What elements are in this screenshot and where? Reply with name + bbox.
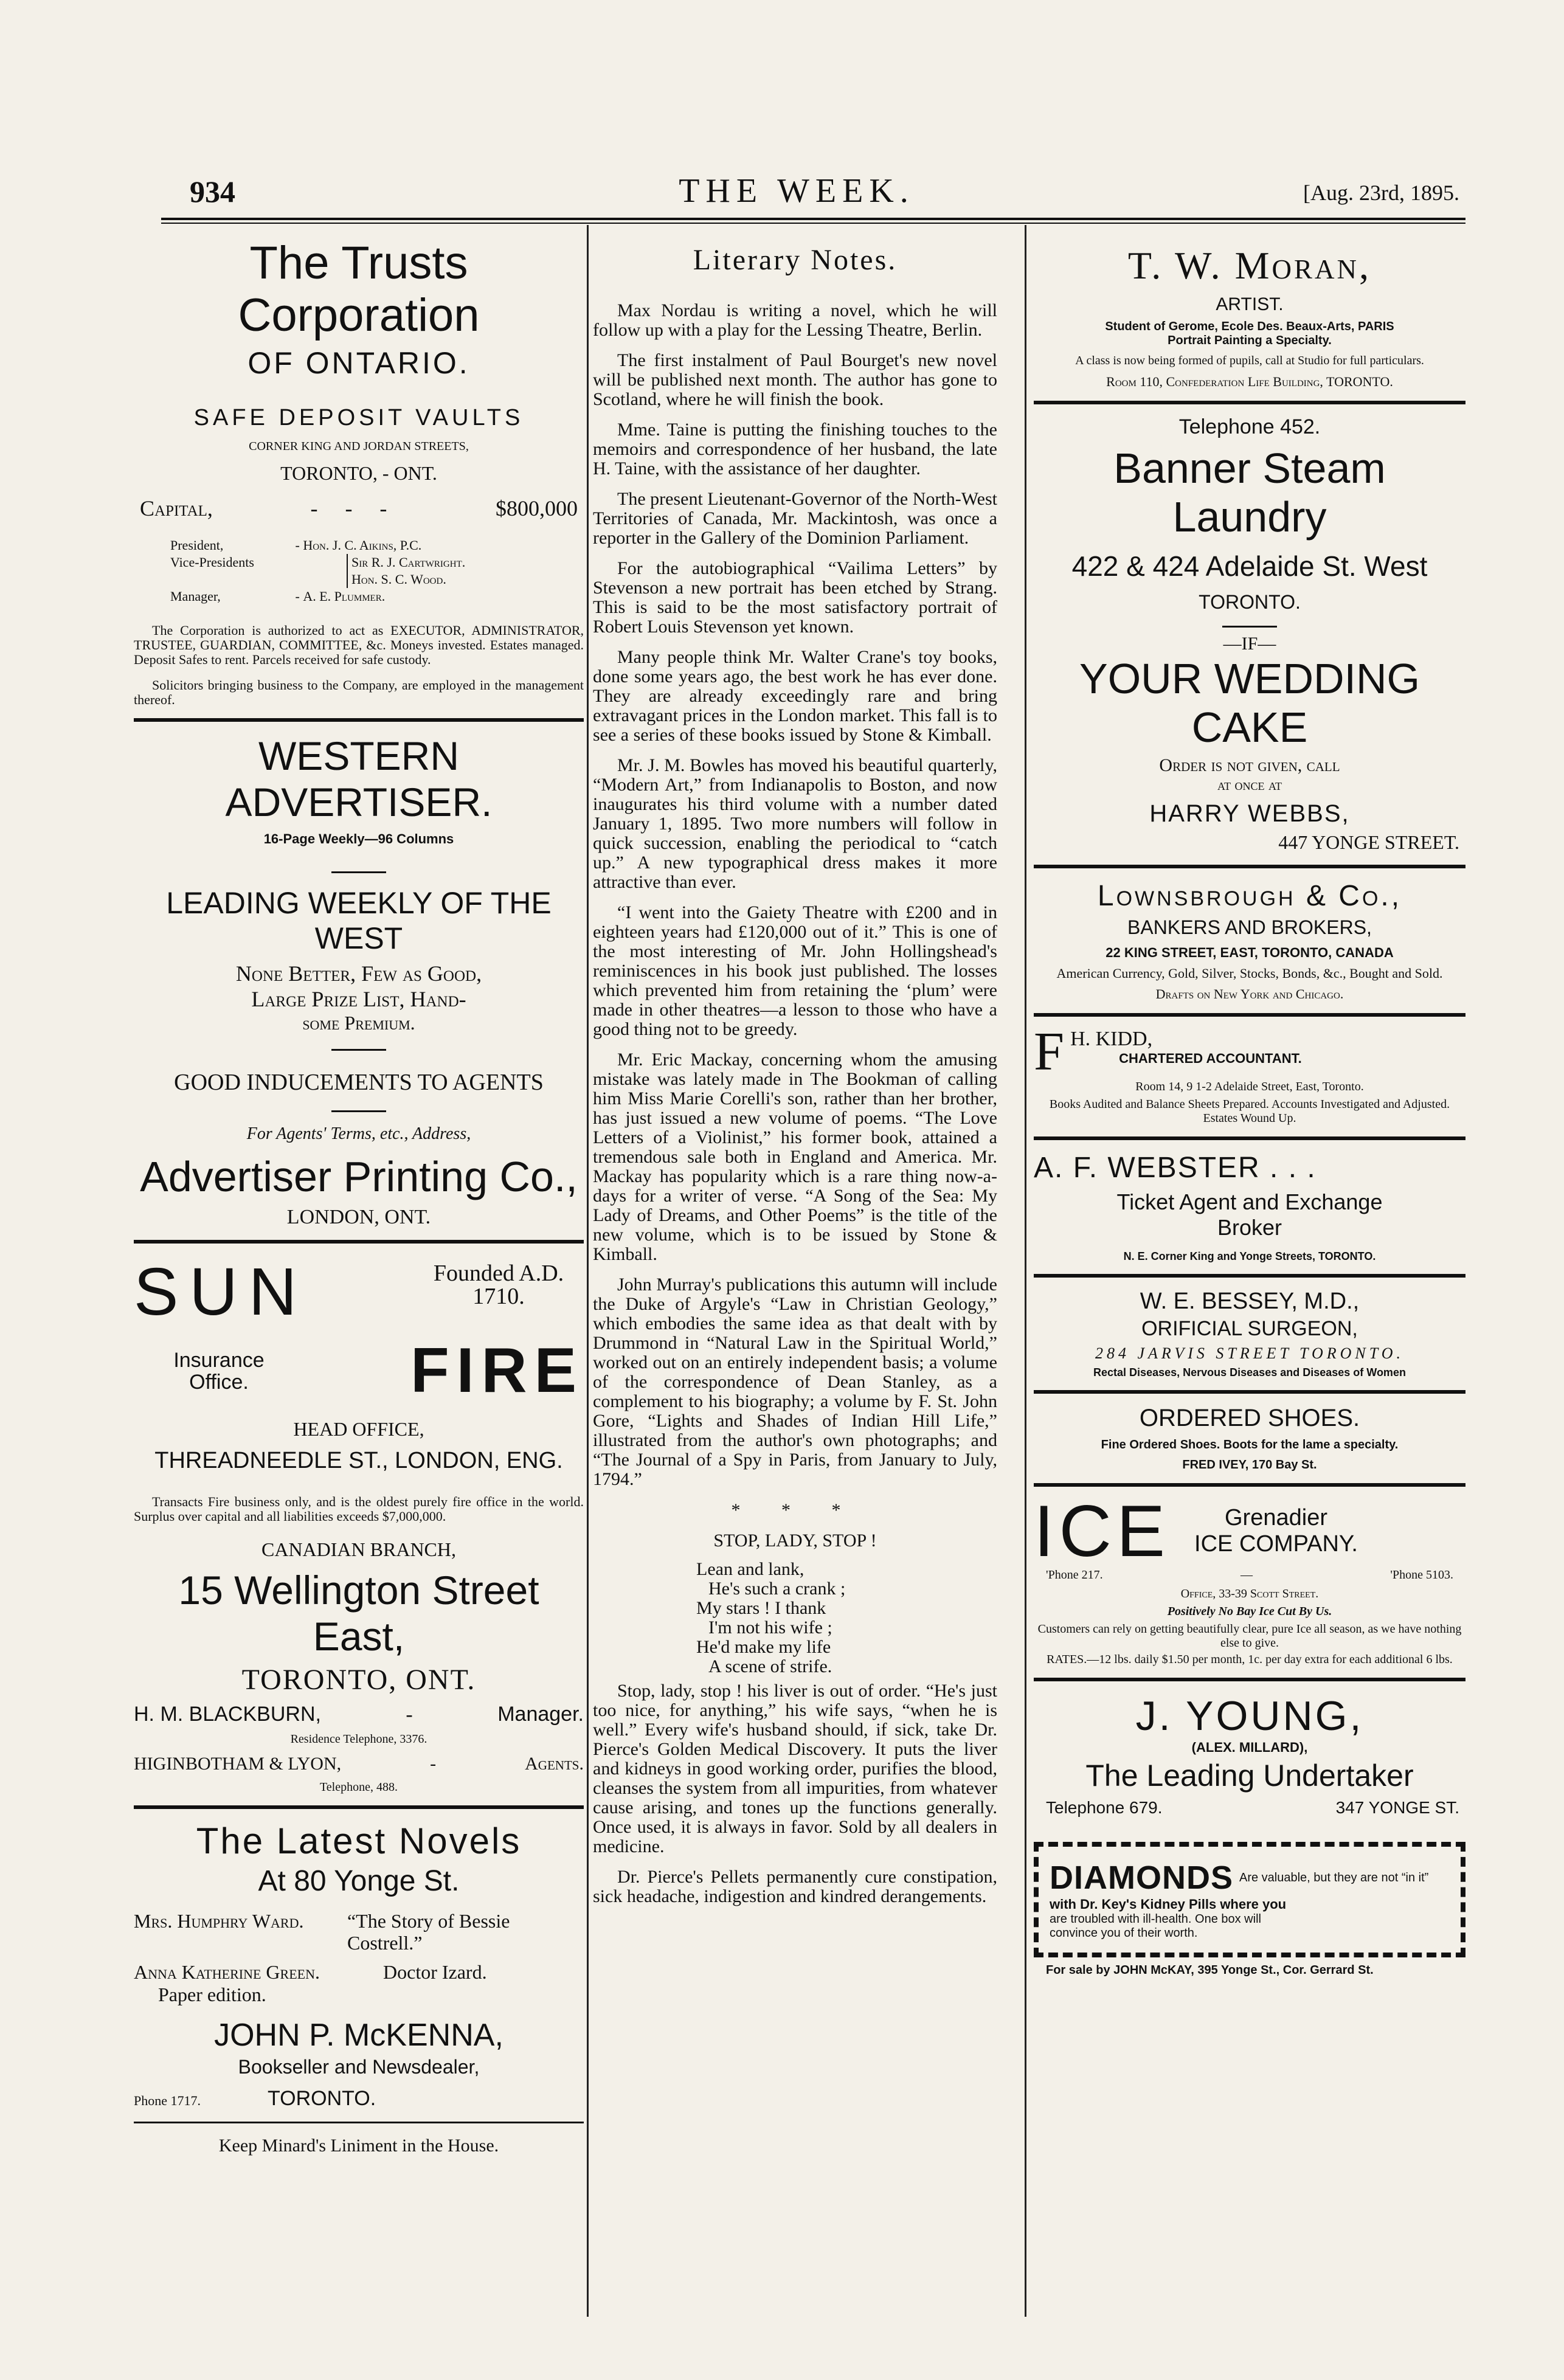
masthead bbox=[122, 170, 1472, 219]
wedding-cake-ad bbox=[1034, 634, 1465, 854]
capital-label: Capital, bbox=[140, 496, 213, 521]
trusts-solicitors: Solicitors bringing business to the Company, are employed in the management thereof. bbox=[134, 677, 584, 707]
section-stars: * * * bbox=[731, 1500, 859, 1520]
novels-book2: Doctor Izard. bbox=[383, 1961, 487, 1983]
novels-ad bbox=[134, 1820, 584, 2111]
trusts-subtitle: OF ONTARIO. bbox=[247, 346, 470, 380]
masthead-rule-thin bbox=[161, 223, 1465, 224]
wedding-name: HARRY WEBBS, bbox=[1149, 800, 1350, 827]
young-phone: Telephone 679. bbox=[1046, 1798, 1163, 1817]
poem-line: He's such a crank ; bbox=[708, 1579, 846, 1599]
issue-date: [Aug. 23rd, 1895. bbox=[1303, 181, 1459, 205]
lownsbrough-ad bbox=[1034, 879, 1465, 1002]
short-rule bbox=[1222, 626, 1277, 628]
sun-manager-name: H. M. BLACKBURN, bbox=[134, 1703, 321, 1726]
banner-telephone: Telephone 452. bbox=[1178, 415, 1321, 438]
shoes-name: FRED IVEY, 170 Bay St. bbox=[1182, 1458, 1317, 1472]
novels-role: Bookseller and Newsdealer, bbox=[238, 2056, 480, 2078]
diamonds-word: DIAMONDS bbox=[1050, 1859, 1233, 1896]
western-line2: Large Prize List, Hand- bbox=[251, 987, 466, 1011]
note-paragraph: Mr. J. M. Bowles has moved his beautiful quarterly, “Modern Art,” from Indianapolis to Boston, and now inaugurates his third volume with a number dated January 1, 1895. Two more numbers will follow in quick succession, enabling the periodical to “catch up.” A new typographical dress makes it more attractive than ever. bbox=[593, 755, 997, 892]
president-name: Hon. J. C. Aikins, P.C. bbox=[303, 538, 422, 553]
ice-positively: Positively No Bay Ice Cut By Us. bbox=[1167, 1605, 1332, 1618]
webster-address: N. E. Corner King and Yonge Streets, TORONTO. bbox=[1123, 1250, 1376, 1262]
vp-2: Hon. S. C. Wood. bbox=[351, 572, 446, 587]
poem-line: Lean and lank, bbox=[696, 1559, 804, 1579]
lownsbrough-line1: American Currency, Gold, Silver, Stocks, Bonds, &c., Bought and Sold. bbox=[1056, 966, 1443, 981]
divider bbox=[1034, 1136, 1465, 1140]
trusts-body: The Corporation is authorized to act as EXECUTOR, ADMINISTRATOR, TRUSTEE, GUARDIAN, COMMITTEE, &c. Moneys invested. Estates managed. Deposit Safes to rent. Parcels received for safe custody. bbox=[134, 623, 584, 667]
shoes-ad bbox=[1034, 1405, 1465, 1472]
webster-line1: Ticket Agent and Exchange bbox=[1116, 1189, 1383, 1214]
bessey-specialty: Rectal Diseases, Nervous Diseases and Diseases of Women bbox=[1093, 1366, 1406, 1379]
western-sub: 16-Page Weekly—96 Columns bbox=[263, 831, 454, 846]
sun-branch: CANADIAN BRANCH, bbox=[261, 1538, 456, 1560]
sun-manager-title: Manager. bbox=[497, 1703, 584, 1726]
western-terms: For Agents' Terms, etc., Address, bbox=[246, 1124, 471, 1143]
moran-role: ARTIST. bbox=[1216, 294, 1284, 314]
western-line3: some Premium. bbox=[302, 1012, 415, 1034]
sun-word: SUN bbox=[134, 1254, 308, 1329]
young-address: 347 YONGE ST. bbox=[1335, 1798, 1459, 1817]
divider bbox=[134, 1805, 584, 1809]
wedding-if: —IF— bbox=[1223, 634, 1276, 654]
sun-agents-name: HIGINBOTHAM & LYON, bbox=[134, 1754, 342, 1774]
pierce-advert: Stop, lady, stop ! his liver is out of order. “He's just too nice, for anything,” his wife says, “when he is well.” Every wife's husband should, if sick, take Dr. Pierce's Golden Medical Discovery. It puts the liver and kidneys in good working order, purifies the blood, cleanses the system from all impurities, from whatever cause arising, and tones up the functions generally. Once used, it is always in favor. Sold by all dealers in medicine. bbox=[593, 1681, 997, 1856]
novels-author2: Anna Katherine Green. bbox=[134, 1961, 320, 1983]
note-paragraph: The first instalment of Paul Bourget's new novel will be published next month. The author has gone to Scotland, where he will finish the book. bbox=[593, 350, 997, 409]
novels-title: The Latest Novels bbox=[196, 1821, 522, 1861]
lownsbrough-role: BANKERS AND BROKERS, bbox=[1127, 916, 1372, 938]
novels-book1: “The Story of Bessie Costrell.” bbox=[347, 1910, 510, 1954]
ice-grenadier: Grenadier bbox=[1225, 1505, 1327, 1531]
shoes-line: Fine Ordered Shoes. Boots for the lame a specialty. bbox=[1101, 1438, 1399, 1451]
wedding-address: 447 YONGE STREET. bbox=[1278, 831, 1459, 853]
moran-room: Room 110, Confederation Life Building, TORONTO. bbox=[1106, 374, 1393, 389]
western-title: WESTERN ADVERTISER. bbox=[225, 733, 493, 825]
divider bbox=[1034, 1678, 1465, 1681]
ice-rates: RATES.—12 lbs. daily $1.50 per month, 1c. per day extra for each additional 6 lbs. bbox=[1047, 1653, 1453, 1666]
capital-value: $800,000 bbox=[495, 496, 578, 521]
kidd-initial: F bbox=[1034, 1022, 1065, 1082]
webster-ad bbox=[1034, 1151, 1465, 1263]
kidd-role: CHARTERED ACCOUNTANT. bbox=[1119, 1051, 1302, 1066]
novels-name: JOHN P. McKENNA, bbox=[214, 2018, 503, 2053]
bessey-name: W. E. BESSEY, M.D., bbox=[1140, 1289, 1360, 1314]
wedding-line1: Order is not given, call bbox=[1159, 755, 1340, 775]
western-advertiser-ad bbox=[134, 733, 584, 1229]
webster-name: A. F. WEBSTER . . . bbox=[1034, 1152, 1317, 1184]
moran-ad bbox=[1034, 243, 1465, 390]
novels-phone: Phone 1717. bbox=[134, 2093, 201, 2108]
diamonds-box bbox=[1034, 1842, 1465, 1957]
kidd-ad bbox=[1034, 1022, 1465, 1126]
lownsbrough-name: Lownsbrough & Co., bbox=[1097, 880, 1402, 912]
literary-notes-body bbox=[593, 301, 997, 1489]
moran-portrait: Portrait Painting a Specialty. bbox=[1168, 334, 1332, 347]
sun-insurance: Insurance Office. bbox=[173, 1348, 265, 1394]
column-middle bbox=[593, 225, 997, 1917]
divider bbox=[1034, 401, 1465, 404]
note-paragraph: Mr. Eric Mackay, concerning whom the amusing mistake was lately made in The Bookman of calling him Miss Marie Corelli's son, rather than her brother, has just issued a new volume of poems. “The Love Letters of a Violinist,” his former book, attained a tremendous sale both in England and America. Mr. Mackay has popularity which is a rare thing now-a-days for a writer of verse. “A Song of the Sea: My Lady of Dreams, and Other Poems” is the title of the new volume, which is to be issued by Stone & Kimball. bbox=[593, 1050, 997, 1264]
sun-fire-ad: SUN Founded A.D. 1710. Insurance Office. FIRE HEAD OFFICE, THREADNEEDLE ST., LONDON, ENG. Transacts Fire business only, and is the oldest purely fire office in the world. Surplus over capital and all liabilities exceeds $7,000,000. CANADIAN BRANCH, 15 Wellington Street East, TORONTO, ONT. H. M. BLACKBURN, - Manager. Residence Telephone, 3376. HIGINBOTHAM & LYON, - Agents. Telephone, 488. bbox=[134, 1254, 584, 1794]
divider bbox=[1034, 1274, 1465, 1278]
capital-dashes: - - - bbox=[310, 496, 398, 521]
sun-founded: Founded A.D. 1710. bbox=[433, 1261, 564, 1309]
divider bbox=[1034, 1013, 1465, 1017]
trusts-title: The Trusts Corporation bbox=[238, 237, 480, 341]
short-rule bbox=[331, 871, 386, 873]
poem bbox=[696, 1560, 997, 1676]
diamonds-ad bbox=[1034, 1842, 1465, 1977]
banner-name: Banner Steam Laundry bbox=[1113, 445, 1386, 541]
moran-name: T. W. Moran, bbox=[1127, 244, 1372, 287]
novels-author1: Mrs. Humphry Ward. bbox=[134, 1910, 304, 1932]
pierce-pellets: Dr. Pierce's Pellets permanently cure constipation, sick headache, indigestion and kindred derangements. bbox=[593, 1867, 997, 1906]
wedding-line2: at once at bbox=[1217, 776, 1282, 794]
young-name: J. YOUNG, bbox=[1135, 1693, 1364, 1739]
note-paragraph: For the autobiographical “Vailima Letters” by Stevenson a new portrait has been etched by Strang. This is said to be the most satisfactory portrait of Robert Louis Stevenson yet known. bbox=[593, 558, 997, 637]
western-city: LONDON, ONT. bbox=[286, 1206, 431, 1228]
divider bbox=[134, 718, 584, 722]
western-line1: None Better, Few as Good, bbox=[235, 961, 482, 986]
sun-fire-word: FIRE bbox=[410, 1335, 584, 1406]
diamonds-with: with Dr. Key's Kidney Pills where you bbox=[1050, 1897, 1287, 1912]
sun-telephone: Telephone, 488. bbox=[319, 1780, 398, 1794]
novels-sub: At 80 Yonge St. bbox=[258, 1865, 460, 1897]
divider bbox=[1034, 1390, 1465, 1394]
kidd-room: Room 14, 9 1-2 Adelaide Street, East, Toronto. bbox=[1135, 1080, 1364, 1093]
young-alex: (ALEX. MILLARD), bbox=[1191, 1740, 1308, 1755]
diamonds-are: Are valuable, but they are not “in it” bbox=[1239, 1871, 1429, 1884]
column-left bbox=[134, 225, 584, 2156]
bessey-ad bbox=[1034, 1289, 1465, 1379]
short-rule bbox=[331, 1110, 386, 1112]
webster-line2: Broker bbox=[1217, 1215, 1282, 1240]
ice-company: ICE COMPANY. bbox=[1194, 1531, 1358, 1557]
moran-student: Student of Gerome, Ecole Des. Beaux-Arts, PARIS bbox=[1105, 320, 1394, 333]
ice-customers: Customers can rely on getting beautifully clear, pure Ice all season, as we have nothing else to give. bbox=[1037, 1622, 1462, 1650]
note-paragraph: Mme. Taine is putting the finishing touches to the memoirs and correspondence of her husband, the late H. Taine, with the assistance of her daughter. bbox=[593, 420, 997, 479]
diamonds-sale: For sale by JOHN McKAY, 395 Yonge St., Cor. Gerrard St. bbox=[1046, 1963, 1374, 1977]
sun-residence: Residence Telephone, 3376. bbox=[290, 1732, 427, 1746]
note-paragraph: Many people think Mr. Walter Crane's toy books, done some years ago, the best work he has ever done. They are already exceedingly rare and bring extravagant prices in the London market. This fall is to see a series of these books issued by Stone & Kimball. bbox=[593, 647, 997, 745]
column-divider-2 bbox=[1025, 225, 1026, 2317]
trusts-officers: President, - Hon. J. C. Aikins, P.C. Vice-Presidents Sir R. J. Cartwright. Hon. S. C. Wood. Manager, - A. E. Plummer. bbox=[170, 538, 466, 604]
ice-phone2: 'Phone 5103. bbox=[1390, 1568, 1453, 1582]
ice-office: Office, 33-39 Scott Street. bbox=[1180, 1587, 1319, 1600]
poem-title: STOP, LADY, STOP ! bbox=[713, 1531, 877, 1551]
sun-head-office: HEAD OFFICE, bbox=[293, 1418, 424, 1440]
poem-line: A scene of strife. bbox=[708, 1656, 832, 1676]
column-right bbox=[1034, 225, 1465, 1977]
manager-label: Manager, bbox=[170, 589, 221, 604]
western-leading: LEADING WEEKLY OF THE WEST bbox=[166, 886, 552, 955]
column-divider-1 bbox=[587, 225, 589, 2317]
divider bbox=[134, 1240, 584, 1244]
bessey-role: ORIFICIAL SURGEON, bbox=[1141, 1317, 1358, 1340]
manager-name: A. E. Plummer. bbox=[303, 589, 386, 604]
trusts-capital-row bbox=[140, 496, 578, 521]
banner-city: TORONTO. bbox=[1199, 591, 1301, 613]
ice-word: ICE bbox=[1034, 1490, 1171, 1572]
wedding-title: YOUR WEDDING CAKE bbox=[1079, 655, 1420, 751]
note-paragraph: John Murray's publications this autumn will include the Duke of Argyle's “Law in Christian Geology,” which embodies the same idea as that dealt with by Drummond in “Natural Law in the Spiritual World,” worked out on an entirely independent basis; a volume of the correspondence of Dean Stanley, as a complement to his biography; a volume by F. St. John Gore, “Lights and Shades of Indian Hill Life,” illustrated from the author's own photographs; and “The Journal of a Spy in Paris, from January to July, 1794.” bbox=[593, 1275, 997, 1489]
trusts-city: TORONTO, - ONT. bbox=[280, 462, 437, 484]
lownsbrough-line2: Drafts on New York and Chicago. bbox=[1155, 986, 1344, 1001]
divider bbox=[1034, 865, 1465, 868]
diamonds-trouble: are troubled with ill-health. One box will bbox=[1050, 1912, 1261, 1926]
novels-city: TORONTO. bbox=[268, 2087, 376, 2110]
short-rule bbox=[331, 1049, 386, 1051]
minard-notice: Keep Minard's Liniment in the House. bbox=[218, 2136, 499, 2156]
lownsbrough-address: 22 KING STREET, EAST, TORONTO, CANADA bbox=[1106, 945, 1394, 960]
sun-city: TORONTO, ONT. bbox=[241, 1664, 476, 1696]
western-company: Advertiser Printing Co., bbox=[140, 1153, 578, 1200]
masthead-rule bbox=[161, 218, 1465, 220]
trusts-ad bbox=[134, 237, 584, 707]
kidd-books: Books Audited and Balance Sheets Prepared. Accounts Investigated and Adjusted. Estates Wound Up. bbox=[1049, 1098, 1450, 1125]
sun-threadneedle: THREADNEEDLE ST., LONDON, ENG. bbox=[154, 1448, 563, 1473]
sun-agents-title: Agents. bbox=[525, 1754, 584, 1774]
newspaper-title: THE WEEK. bbox=[679, 172, 915, 210]
kidd-name: H. KIDD, bbox=[1070, 1028, 1153, 1050]
note-paragraph: Max Nordau is writing a novel, which he will follow up with a play for the Lessing Theatre, Berlin. bbox=[593, 300, 997, 340]
president-label: President, bbox=[170, 538, 224, 553]
ice-ad: ICE Grenadier ICE COMPANY. 'Phone 217. — 'Phone 5103. Office, 33-39 Scott Street. Positively No Bay Ice Cut By Us. Customers can rely on getting beautifully clear, pure Ice all season, as we have nothing else to give. RATES.—12 lbs. daily $1.50 per month, 1c. per day extra for each additional 6 lbs. bbox=[1034, 1498, 1465, 1667]
note-paragraph: The present Lieutenant-Governor of the North-West Territories of Canada, Mr. Mackintosh, was once a reporter in the Gallery of the Dominion Parliament. bbox=[593, 489, 997, 548]
moran-class: A class is now being formed of pupils, call at Studio for full particulars. bbox=[1075, 354, 1424, 367]
vp-label: Vice-Presidents bbox=[170, 555, 254, 570]
divider bbox=[1034, 1483, 1465, 1487]
diamonds-convince: convince you of their worth. bbox=[1050, 1926, 1198, 1940]
young-ad bbox=[1034, 1692, 1465, 1818]
vp-1: Sir R. J. Cartwright. bbox=[351, 555, 466, 570]
banner-address: 422 & 424 Adelaide St. West bbox=[1071, 550, 1428, 582]
page-number: 934 bbox=[190, 175, 235, 209]
young-role: The Leading Undertaker bbox=[1085, 1759, 1414, 1793]
novels-edition: Paper edition. bbox=[158, 1984, 266, 2005]
sun-body: Transacts Fire business only, and is the oldest purely fire office in the world. Surplus over capital and all liabilities exceeds $7,000,000. bbox=[134, 1494, 584, 1524]
trusts-address: CORNER KING AND JORDAN STREETS, bbox=[249, 440, 469, 453]
ice-phone1: 'Phone 217. bbox=[1046, 1568, 1103, 1582]
note-paragraph: “I went into the Gaiety Theatre with £200 and in eighteen years had £120,000 out of it.” This is one of the most interesting of Mr. John Hollingshead's reminiscences in his book just published. The losses which prevented him from retaining the ‘plum’ were made in other theatres—a lesson to those who have a good thing not to be greedy. bbox=[593, 902, 997, 1039]
divider bbox=[134, 2122, 584, 2123]
bessey-address: 284 JARVIS STREET TORONTO. bbox=[1095, 1344, 1404, 1362]
poem-line: My stars ! I thank bbox=[696, 1598, 826, 1618]
shoes-title: ORDERED SHOES. bbox=[1139, 1405, 1360, 1431]
sun-street: 15 Wellington Street East, bbox=[178, 1568, 539, 1659]
poem-line: I'm not his wife ; bbox=[708, 1617, 832, 1638]
western-inducements: GOOD INDUCEMENTS TO AGENTS bbox=[174, 1070, 544, 1095]
banner-laundry-ad bbox=[1034, 415, 1465, 614]
literary-notes-heading: Literary Notes. bbox=[693, 244, 898, 276]
trusts-vaults: SAFE DEPOSIT VAULTS bbox=[193, 405, 524, 431]
poem-line: He'd make my life bbox=[696, 1637, 831, 1657]
